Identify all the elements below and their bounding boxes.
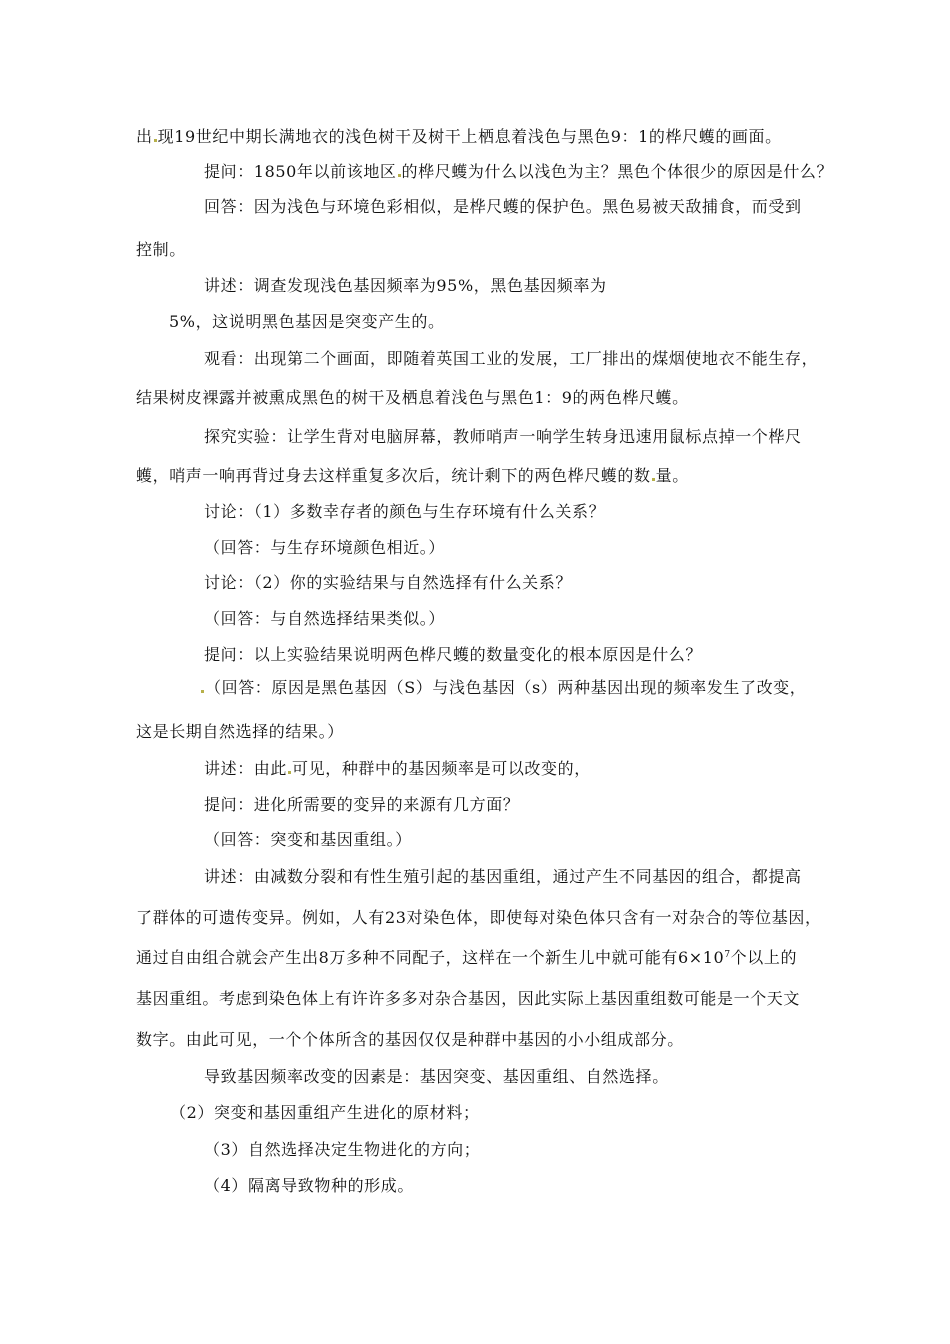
text-line: 通过自由组合就会产生出8万多种不同配子，这样在一个新生儿中就可能有$6\times 10^7$个以上的	[136, 948, 798, 967]
text-line: 讲述：调查发现浅色基因频率为95%，黑色基因频率为	[204, 276, 607, 295]
text-line: 观看：出现第二个画面，即随着英国工业的发展，工厂排出的煤烟使地衣不能生存，	[204, 349, 819, 368]
text-line: 数字。由此可见，一个个体所含的基因仅仅是种群中基因的小小组成部分。	[136, 1030, 684, 1049]
text-line: 蠖，哨声一响再背过身去这样重复多次后，统计剩下的两色桦尺蠖的数 量。	[136, 466, 689, 485]
text-line: （4）隔离导致物种的形成。	[204, 1176, 414, 1195]
text-line: （2）突变和基因重组产生进化的原材料；	[170, 1103, 480, 1122]
text-line: （回答：与自然选择结果类似。）	[204, 609, 446, 628]
text-line: （3）自然选择决定生物进化的方向；	[204, 1140, 481, 1159]
text-line: 提问：进化所需要的变异的来源有几方面？	[204, 795, 520, 814]
mark-dot	[201, 690, 204, 693]
text-line: 提问：以上实验结果说明两色桦尺蠖的数量变化的根本原因是什么？	[204, 645, 703, 664]
text-line: 基因重组。考虑到染色体上有许许多多对杂合基因，因此实际上基因重组数可能是一个天文	[136, 989, 801, 1008]
text-line: 导致基因频率改变的因素是：基因突变、基因重组、自然选择。	[204, 1067, 669, 1086]
text-line: 出 现19世纪中期长满地衣的浅色树干及树干上栖息着浅色与黑色9：1的桦尺蠖的画面。	[136, 127, 782, 146]
text-line: （回答：与生存环境颜色相近。）	[204, 538, 446, 557]
mark-dot	[398, 174, 401, 177]
text-line: 5%，这说明黑色基因是突变产生的。	[169, 312, 445, 331]
mark-dot	[652, 478, 655, 481]
text-line: 这是长期自然选择的结果。）	[136, 722, 344, 741]
text-line: 讲述：由此 可见，种群中的基因频率是可以改变的，	[204, 759, 591, 778]
text-line: 结果树皮裸露并被熏成黑色的树干及栖息着浅色与黑色1：9的两色桦尺蠖。	[136, 388, 689, 407]
mark-dot	[288, 771, 291, 774]
text-line: 回答：因为浅色与环境色彩相似，是桦尺蠖的保护色。黑色易被天敌捕食，而受到	[204, 197, 802, 216]
text-line: 控制。	[136, 240, 186, 259]
text-line: （回答：突变和基因重组。）	[204, 830, 412, 849]
text-line: 了群体的可遗传变异。例如，人有23对染色体，即使每对染色体只含有一对杂合的等位基因，	[136, 908, 822, 927]
text-line: 讨论：（2）你的实验结果与自然选择有什么关系？	[204, 573, 572, 592]
mark-dot	[154, 139, 157, 142]
text-line: 探究实验：让学生背对电脑屏幕，教师哨声一响学生转身迅速用鼠标点掉一个桦尺	[204, 427, 802, 446]
text-line: 提问：1850年以前该地区 的桦尺蠖为什么以浅色为主？黑色个体很少的原因是什么？	[204, 162, 834, 181]
text-line: 讲述：由减数分裂和有性生殖引起的基因重组，通过产生不同基因的组合，都提高	[204, 867, 802, 886]
exponent: 7	[724, 950, 731, 960]
text-line: （回答：原因是黑色基因（S）与浅色基因（s）两种基因出现的频率发生了改变，	[200, 678, 806, 698]
text-line: 讨论：（1）多数幸存者的颜色与生存环境有什么关系？	[204, 502, 606, 521]
